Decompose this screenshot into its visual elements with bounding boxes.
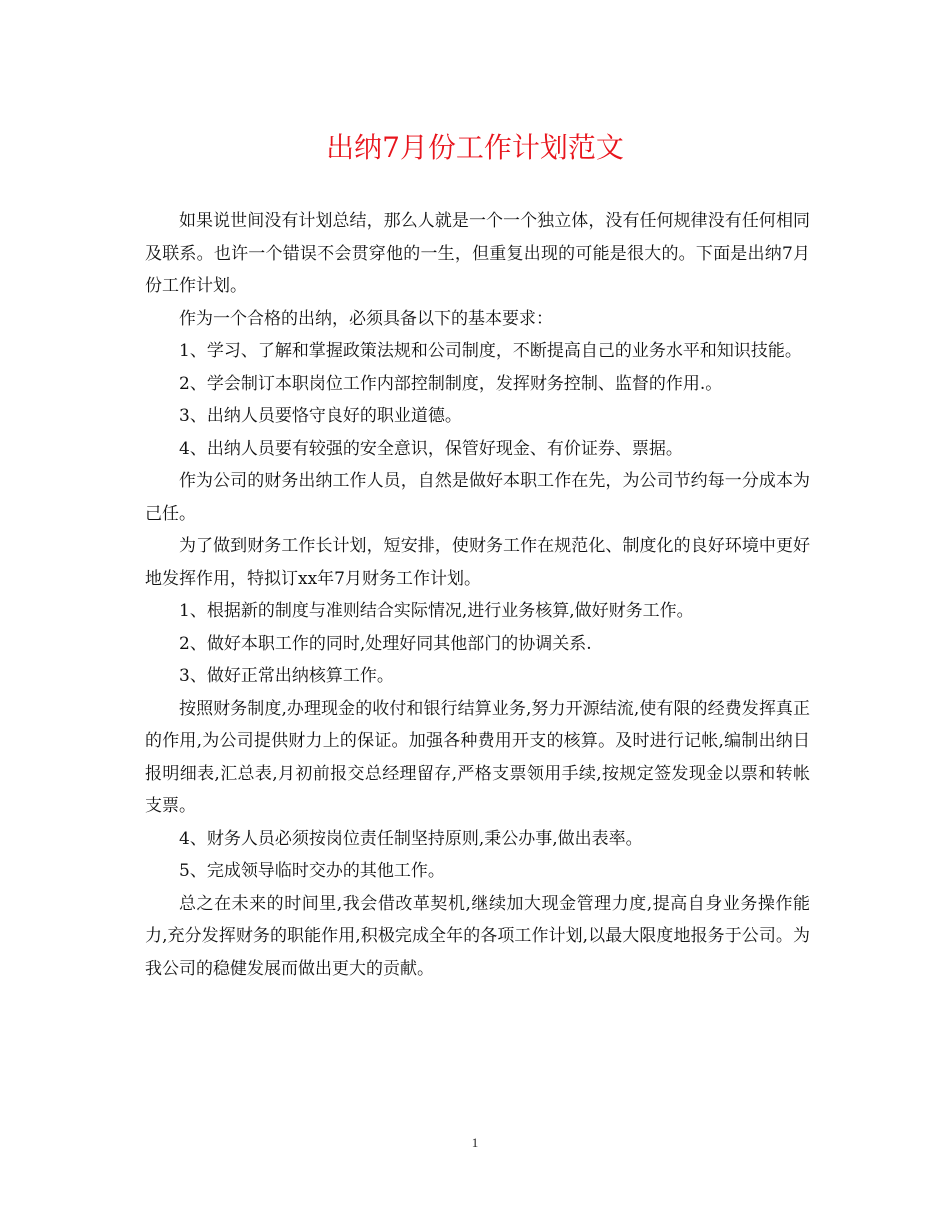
- paragraph-requirements-heading: 作为一个合格的出纳，必须具备以下的基本要求：: [179, 308, 553, 329]
- paragraph-plan-1: 1、根据新的制度与准则结合实际情况,进行业务核算,做好财务工作。: [179, 601, 694, 621]
- paragraph-requirement-3: 3、出纳人员要恪守良好的职业道德。: [179, 406, 462, 426]
- page-number: 1: [471, 1135, 479, 1150]
- paragraph-duty: 作为公司的财务出纳工作人员，自然是做好本职工作在先，为公司节约每一分成本为己任。: [145, 471, 810, 524]
- document-title: 出纳7月份工作计划范文: [326, 131, 624, 164]
- paragraph-requirement-1: 1、学习、了解和掌握政策法规和公司制度，不断提高自己的业务水平和知识技能。: [179, 341, 802, 361]
- paragraph-intro: 如果说世间没有计划总结，那么人就是一个一个独立体，没有任何规律没有任何相同及联系。也许一个错误不会贯穿他的一生，但重复出现的可能是很大的。下面是出纳7月份工作计划。: [145, 211, 810, 296]
- paragraph-plan-2: 2、做好本职工作的同时,处理好同其他部门的协调关系.: [179, 633, 592, 654]
- paragraph-plan-5: 5、完成领导临时交办的其他工作。: [179, 861, 445, 881]
- paragraph-plan-3: 3、做好正常出纳核算工作。: [179, 666, 394, 686]
- paragraph-requirement-2: 2、学会制订本职岗位工作内部控制制度，发挥财务控制、监督的作用.。: [179, 373, 723, 394]
- paragraph-requirement-4: 4、出纳人员要有较强的安全意识，保管好现金、有价证券、票据。: [179, 438, 683, 459]
- paragraph-conclusion: 总之在未来的时间里,我会借改革契机,继续加大现金管理力度,提高自身业务操作能力,充分发挥财务的职能作用,积极完成全年的各项工作计划,以最大限度地报务于公司。为我公司的稳健发展而做出更大的贡献。: [145, 893, 810, 979]
- paragraph-cash-management: 按照财务制度,办理现金的收付和银行结算业务,努力开源结流,使有限的经费发挥真正的作用,为公司提供财力上的保证。加强各种费用开支的核算。及时进行记帐,编制出纳日报明细表,汇总表,月初前报交总经理留存,严格支票领用手续,按规定签发现金以票和转帐支票。: [145, 698, 810, 816]
- document-body: [145, 205, 810, 985]
- paragraph-plan-4: 4、财务人员必须按岗位责任制坚持原则,秉公办事,做出表率。: [179, 828, 643, 849]
- paragraph-plan-intro: 为了做到财务工作长计划，短安排，使财务工作在规范化、制度化的良好环境中更好地发挥作用，特拟订xx年7月财务工作计划。: [145, 536, 810, 589]
